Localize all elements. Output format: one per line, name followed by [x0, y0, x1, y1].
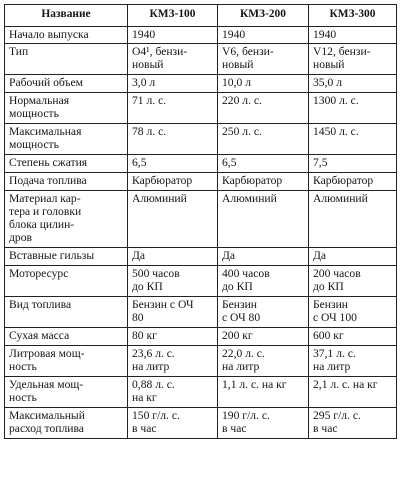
kmz-100-value: 1940	[128, 27, 218, 44]
kmz-300-value: Карбюратор	[309, 173, 397, 191]
header-kmz-200: КМЗ-200	[218, 5, 309, 27]
kmz-300-value: 1940	[309, 27, 397, 44]
kmz-100-value: 23,6 л. с. на литр	[128, 346, 218, 377]
kmz-200-value: V6, бензи- новый	[218, 44, 309, 75]
table-row	[5, 44, 397, 75]
row-label: Максимальный расход топлива	[5, 408, 128, 439]
table-row	[5, 266, 397, 297]
row-label: Вид топлива	[5, 297, 128, 328]
kmz-300-value: 37,1 л. с. на литр	[309, 346, 397, 377]
row-label: Тип	[5, 44, 128, 75]
kmz-100-value: Алюминий	[128, 191, 218, 248]
header-kmz-100: КМЗ-100	[128, 5, 218, 27]
header-name: Название	[5, 5, 128, 27]
kmz-300-value: Алюминий	[309, 191, 397, 248]
table-row	[5, 377, 397, 408]
kmz-200-value: 10,0 л	[218, 75, 309, 93]
kmz-100-value: 500 часов до КП	[128, 266, 218, 297]
kmz-200-value: Карбюратор	[218, 173, 309, 191]
table-body	[5, 27, 397, 439]
table-row	[5, 346, 397, 377]
kmz-200-value: 1940	[218, 27, 309, 44]
kmz-300-value: Да	[309, 248, 397, 266]
row-label: Удельная мощ- ность	[5, 377, 128, 408]
kmz-200-value: Бензин с ОЧ 80	[218, 297, 309, 328]
kmz-100-value: 71 л. с.	[128, 93, 218, 124]
row-label: Максимальная мощность	[5, 124, 128, 155]
row-label: Нормальная мощность	[5, 93, 128, 124]
row-label: Начало выпуска	[5, 27, 128, 44]
row-label: Моторесурс	[5, 266, 128, 297]
kmz-100-value: Карбюратор	[128, 173, 218, 191]
table-row	[5, 173, 397, 191]
kmz-300-value: 1300 л. с.	[309, 93, 397, 124]
kmz-100-value: Бензин с ОЧ 80	[128, 297, 218, 328]
kmz-100-value: 0,88 л. с. на кг	[128, 377, 218, 408]
kmz-200-value: 6,5	[218, 155, 309, 173]
kmz-100-value: О4¹, бензи- новый	[128, 44, 218, 75]
row-label: Рабочий объем	[5, 75, 128, 93]
row-label: Сухая масса	[5, 328, 128, 346]
table-row	[5, 93, 397, 124]
kmz-200-value: 190 г/л. с. в час	[218, 408, 309, 439]
kmz-200-value: Алюминий	[218, 191, 309, 248]
table-row	[5, 75, 397, 93]
kmz-100-value: 6,5	[128, 155, 218, 173]
kmz-300-value: V12, бензи- новый	[309, 44, 397, 75]
kmz-200-value: 250 л. с.	[218, 124, 309, 155]
table-row	[5, 124, 397, 155]
table-row	[5, 191, 397, 248]
kmz-300-value: 295 г/л. с. в час	[309, 408, 397, 439]
kmz-200-value: 200 кг	[218, 328, 309, 346]
table-row	[5, 27, 397, 44]
kmz-300-value: 1450 л. с.	[309, 124, 397, 155]
kmz-200-value: 22,0 л. с. на литр	[218, 346, 309, 377]
row-label: Литровая мощ- ность	[5, 346, 128, 377]
kmz-200-value: 400 часов до КП	[218, 266, 309, 297]
row-label: Степень сжатия	[5, 155, 128, 173]
table-row	[5, 328, 397, 346]
kmz-300-value: 7,5	[309, 155, 397, 173]
row-label: Подача топлива	[5, 173, 128, 191]
table-row	[5, 155, 397, 173]
table-row	[5, 408, 397, 439]
engine-spec-table	[4, 4, 397, 439]
kmz-100-value: 80 кг	[128, 328, 218, 346]
kmz-200-value: 1,1 л. с. на кг	[218, 377, 309, 408]
kmz-100-value: Да	[128, 248, 218, 266]
header-row	[5, 5, 397, 27]
kmz-200-value: Да	[218, 248, 309, 266]
kmz-200-value: 220 л. с.	[218, 93, 309, 124]
kmz-300-value: 600 кг	[309, 328, 397, 346]
kmz-300-value: 2,1 л. с. на кг	[309, 377, 397, 408]
header-kmz-300: КМЗ-300	[309, 5, 397, 27]
kmz-300-value: Бензин с ОЧ 100	[309, 297, 397, 328]
kmz-100-value: 3,0 л	[128, 75, 218, 93]
table-row	[5, 297, 397, 328]
table-row	[5, 248, 397, 266]
kmz-100-value: 150 г/л. с. в час	[128, 408, 218, 439]
row-label: Вставные гильзы	[5, 248, 128, 266]
kmz-300-value: 35,0 л	[309, 75, 397, 93]
table-header	[5, 5, 397, 27]
kmz-100-value: 78 л. с.	[128, 124, 218, 155]
row-label: Материал кар- тера и головки блока цилин- дров	[5, 191, 128, 248]
kmz-300-value: 200 часов до КП	[309, 266, 397, 297]
